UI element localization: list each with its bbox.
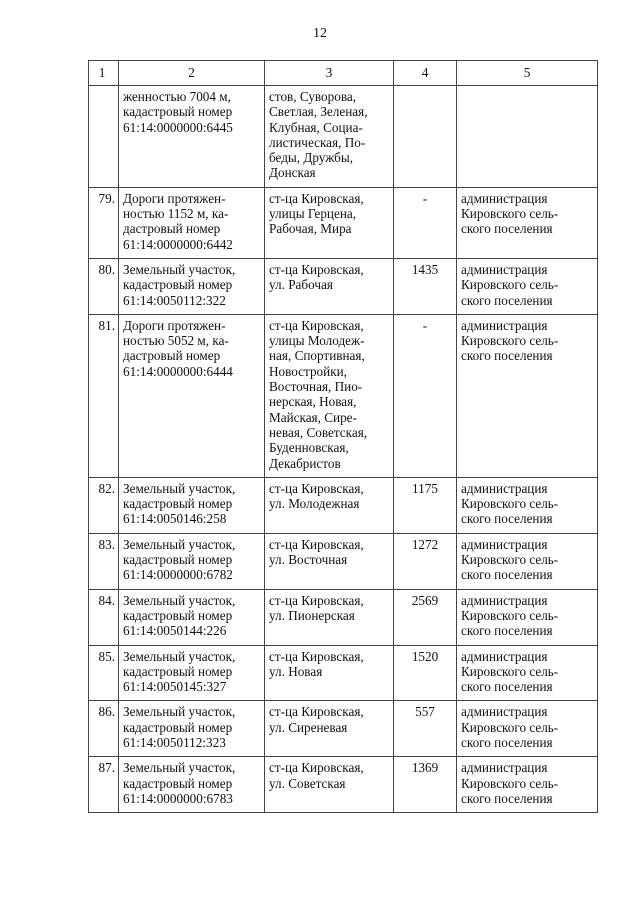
object-description-line: дастровый номер (123, 348, 221, 364)
object-description-line: 61:14:0000000:6783 (123, 790, 233, 806)
object-address-line: ст-ца Кировская, (269, 704, 364, 720)
property-register-table (88, 60, 598, 813)
column-header-4: 4 (394, 61, 457, 86)
table-row (89, 258, 598, 314)
object-area: 1435 (394, 258, 457, 314)
object-address-line: Клубная, Социа- (269, 119, 363, 135)
rights-holder-line: ского поселения (461, 511, 553, 527)
object-description-line: кадастровый номер (123, 719, 233, 735)
object-address (265, 86, 394, 188)
object-description-line: Земельный участок, (123, 261, 236, 277)
object-description-line: 61:14:0000000:6782 (123, 567, 233, 583)
table-row (89, 187, 598, 258)
row-number: 86. (89, 701, 119, 757)
object-address-line: ул. Пионерская (269, 607, 355, 623)
rights-holder-line: администрация (461, 261, 548, 277)
object-address-line: ул. Рабочая (269, 277, 333, 293)
rights-holder-line: администрация (461, 704, 548, 720)
row-number: 80. (89, 258, 119, 314)
object-area: 1369 (394, 757, 457, 813)
rights-holder-line: ского поселения (461, 623, 553, 639)
object-address-line: улицы Молодеж- (269, 333, 365, 349)
object-description (119, 701, 265, 757)
object-description-line: 61:14:0050112:323 (123, 734, 226, 750)
object-description-line: кадастровый номер (123, 496, 233, 512)
object-description-line: кадастровый номер (123, 552, 233, 568)
row-number (89, 86, 119, 188)
object-address-line: ная, Спортивная, (269, 348, 365, 364)
rights-holder (457, 187, 598, 258)
rights-holder-line: администрация (461, 592, 548, 608)
rights-holder (457, 258, 598, 314)
object-address-line: ст-ца Кировская, (269, 648, 364, 664)
object-address-line: ст-ца Кировская, (269, 480, 364, 496)
object-address-line: Восточная, Пио- (269, 379, 363, 395)
object-description-line: 61:14:0000000:6444 (123, 363, 233, 379)
object-address-line: ул. Новая (269, 663, 323, 679)
row-number: 85. (89, 645, 119, 701)
object-address-line: ул. Восточная (269, 552, 348, 568)
rights-holder (457, 314, 598, 477)
table-row (89, 477, 598, 533)
rights-holder-line: администрация (461, 760, 548, 776)
rights-holder (457, 701, 598, 757)
object-address-line: ст-ца Кировская, (269, 317, 364, 333)
row-number: 82. (89, 477, 119, 533)
rights-holder (457, 533, 598, 589)
rights-holder-line: администрация (461, 480, 548, 496)
object-address (265, 645, 394, 701)
object-address (265, 589, 394, 645)
column-header-1: 1 (89, 61, 119, 86)
object-address-line: Декабристов (269, 455, 341, 471)
object-address-line: ст-ца Кировская, (269, 592, 364, 608)
object-description-line: 61:14:0050146:258 (123, 511, 227, 527)
rights-holder-line: ского поселения (461, 221, 553, 237)
object-description-line: кадастровый номер (123, 663, 233, 679)
table-row (89, 86, 598, 188)
rights-holder-line: администрация (461, 648, 548, 664)
object-address-line: нерская, Новая, (269, 394, 357, 410)
object-area: - (394, 314, 457, 477)
table-row (89, 645, 598, 701)
rights-holder (457, 589, 598, 645)
rights-holder-line: ского поселения (461, 790, 553, 806)
object-address (265, 314, 394, 477)
object-description-line: Земельный участок, (123, 704, 236, 720)
object-address-line: Новостройки, (269, 363, 347, 379)
object-description-line: Земельный участок, (123, 760, 236, 776)
object-area: - (394, 187, 457, 258)
table-row (89, 533, 598, 589)
rights-holder-line: Кировского сель- (461, 775, 559, 791)
object-description-line: Земельный участок, (123, 536, 236, 552)
rights-holder-line: Кировского сель- (461, 277, 559, 293)
row-number: 84. (89, 589, 119, 645)
rights-holder-line: администрация (461, 317, 548, 333)
rights-holder-line: Кировского сель- (461, 607, 559, 623)
object-description-line: женностью 7004 м, (123, 89, 231, 104)
object-address (265, 533, 394, 589)
rights-holder-line: ского поселения (461, 734, 553, 750)
object-description (119, 589, 265, 645)
table-header-row (89, 61, 598, 86)
object-address-line: Рабочая, Мира (269, 221, 352, 237)
object-description-line: кадастровый номер (123, 277, 233, 293)
rights-holder-line: ского поселения (461, 348, 553, 364)
table-row (89, 314, 598, 477)
object-address-line: невая, Советская, (269, 424, 368, 440)
object-description-line: кадастровый номер (123, 104, 233, 120)
object-description-line: Дороги протяжен- (123, 190, 226, 206)
object-address-line: Майская, Сире- (269, 409, 357, 425)
object-description (119, 533, 265, 589)
rights-holder-line: администрация (461, 536, 548, 552)
object-description (119, 86, 265, 188)
object-address-line: ул. Молодежная (269, 496, 360, 512)
object-address-line: стов, Суворова, (269, 89, 357, 104)
rights-holder-line: Кировского сель- (461, 663, 559, 679)
object-address-line: улицы Герцена, (269, 206, 357, 222)
row-number: 87. (89, 757, 119, 813)
object-description-line: 61:14:0000000:6445 (123, 119, 233, 135)
object-address-line: Светлая, Зеленая, (269, 104, 368, 120)
object-description-line: кадастровый номер (123, 775, 233, 791)
rights-holder-line: ского поселения (461, 292, 553, 308)
object-description-line: ностью 1152 м, ка- (123, 206, 229, 222)
table-row (89, 701, 598, 757)
rights-holder (457, 645, 598, 701)
object-description-line: Дороги протяжен- (123, 317, 226, 333)
column-header-3: 3 (265, 61, 394, 86)
object-description-line: Земельный участок, (123, 480, 236, 496)
object-address (265, 757, 394, 813)
object-description (119, 477, 265, 533)
rights-holder-line: Кировского сель- (461, 496, 559, 512)
table-row (89, 757, 598, 813)
object-description-line: Земельный участок, (123, 592, 236, 608)
object-area (394, 86, 457, 188)
object-description (119, 645, 265, 701)
object-address-line: ст-ца Кировская, (269, 261, 364, 277)
object-address-line: Донская (269, 165, 316, 181)
rights-holder-line: Кировского сель- (461, 552, 559, 568)
object-description-line: Земельный участок, (123, 648, 236, 664)
rights-holder (457, 477, 598, 533)
page-number: 12 (313, 26, 327, 41)
column-header-5: 5 (457, 61, 598, 86)
object-description-line: 61:14:0050145:327 (123, 679, 227, 695)
object-address-line: листическая, По- (269, 134, 366, 150)
object-area: 1520 (394, 645, 457, 701)
column-header-2: 2 (119, 61, 265, 86)
rights-holder-line: Кировского сель- (461, 206, 559, 222)
object-area: 1175 (394, 477, 457, 533)
object-description-line: 61:14:0000000:6442 (123, 236, 233, 252)
object-description-line: кадастровый номер (123, 607, 233, 623)
object-address-line: ул. Советская (269, 775, 346, 791)
rights-holder-line: администрация (461, 190, 548, 206)
rights-holder-line: ского поселения (461, 679, 553, 695)
object-description (119, 258, 265, 314)
rights-holder (457, 757, 598, 813)
object-description (119, 757, 265, 813)
object-description-line: 61:14:0050144:226 (123, 623, 227, 639)
object-address-line: ст-ца Кировская, (269, 760, 364, 776)
object-area: 557 (394, 701, 457, 757)
row-number: 83. (89, 533, 119, 589)
object-description (119, 314, 265, 477)
rights-holder-line: Кировского сель- (461, 333, 559, 349)
object-address (265, 258, 394, 314)
object-description-line: дастровый номер (123, 221, 221, 237)
table-row (89, 589, 598, 645)
object-address-line: Буденновская, (269, 440, 349, 456)
rights-holder (457, 86, 598, 188)
object-description-line: ностью 5052 м, ка- (123, 333, 229, 349)
object-area: 2569 (394, 589, 457, 645)
object-address-line: ст-ца Кировская, (269, 536, 364, 552)
object-address (265, 701, 394, 757)
object-address (265, 187, 394, 258)
rights-holder-line: ского поселения (461, 567, 553, 583)
object-address-line: беды, Дружбы, (269, 150, 354, 166)
object-address-line: ст-ца Кировская, (269, 190, 364, 206)
row-number: 81. (89, 314, 119, 477)
object-address (265, 477, 394, 533)
object-description (119, 187, 265, 258)
object-description-line: 61:14:0050112:322 (123, 292, 226, 308)
row-number: 79. (89, 187, 119, 258)
rights-holder-line: Кировского сель- (461, 719, 559, 735)
object-address-line: ул. Сиреневая (269, 719, 348, 735)
object-area: 1272 (394, 533, 457, 589)
